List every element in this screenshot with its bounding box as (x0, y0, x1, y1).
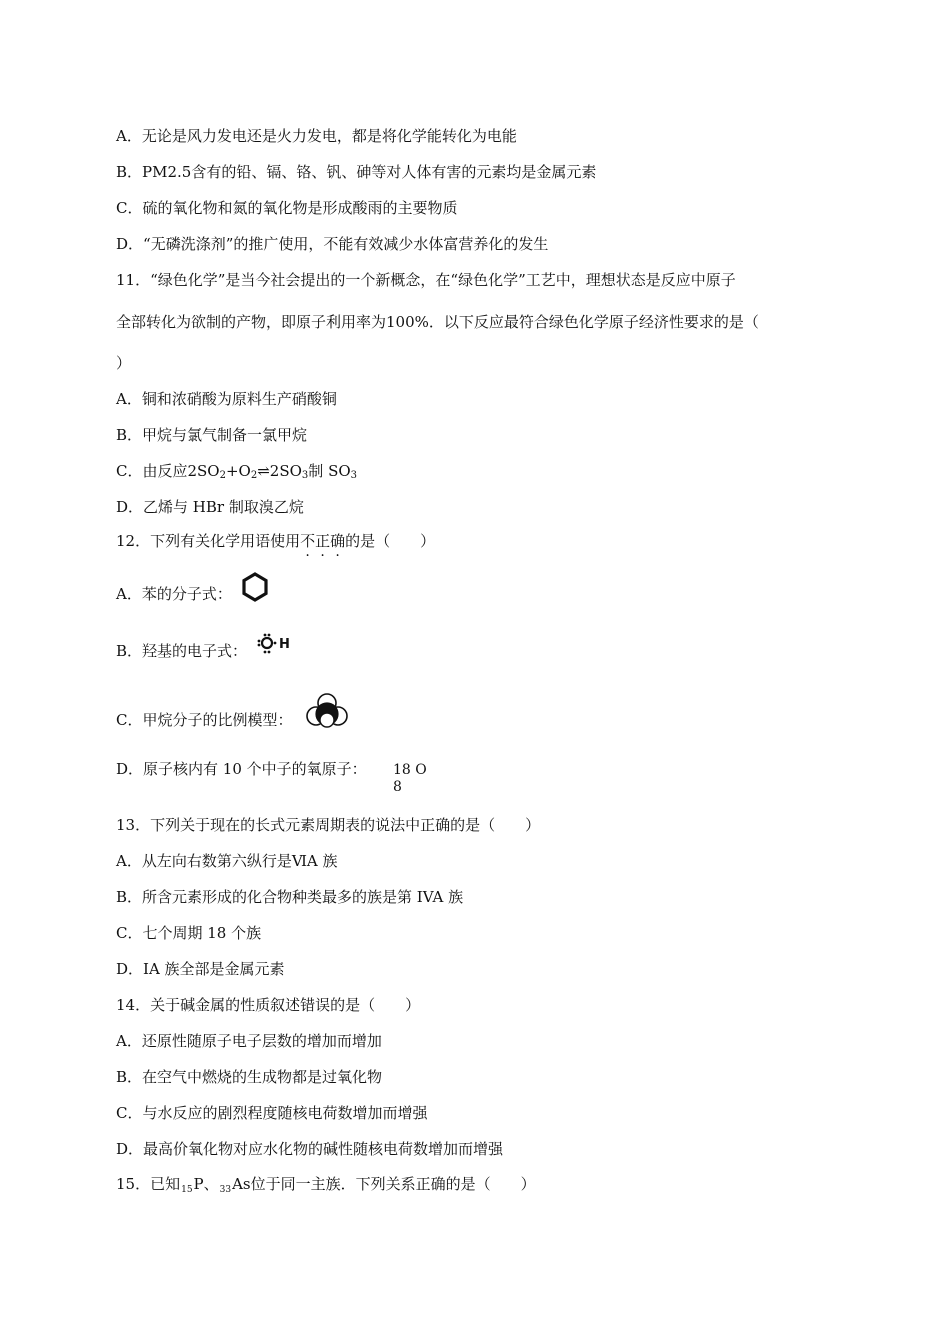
q14-stem: 14．关于碱金属的性质叙述错误的是（ ） (116, 996, 421, 1014)
q14-option-d: D．最高价氧化物对应水化物的碱性随核电荷数增加而增强 (116, 1140, 504, 1158)
benzene-ring-figure (240, 571, 270, 603)
q11-stem-line2: 全部转化为欲制的产物，即原子利用率为100%．以下反应最符合绿色化学原子经济性要求的是（ (116, 313, 759, 331)
q11-option-b: B．甲烷与氯气制备一氯甲烷 (116, 426, 308, 444)
oxygen-isotope-notation (393, 762, 427, 796)
methane-space-filling-model (305, 691, 349, 729)
q12-stem-text: 12．下列有关化学用语使用 (116, 532, 301, 550)
hydroxyl-h-label: H (279, 637, 290, 652)
eq-part: 制 SO (308, 462, 351, 480)
q13-option-a: A．从左向右数第六纵行是ⅥA 族 (116, 852, 338, 870)
q11-option-d: D．乙烯与 HBr 制取溴乙烷 (116, 498, 304, 516)
q14-option-a: A．还原性随原子电子层数的增加而增加 (116, 1032, 382, 1050)
q12-option-b: B．羟基的电子式： (116, 642, 248, 660)
emphasis-char: 不 (300, 532, 316, 550)
reaction-equation (187, 462, 357, 480)
q14-option-c: C．与水反应的剧烈程度随核电荷数增加而增强 (116, 1104, 428, 1122)
eq-subscript: 3 (350, 470, 358, 481)
eq-part: ⇌2SO (257, 462, 302, 480)
phosphorus-atomic-number: 15 (181, 1185, 193, 1195)
q12-option-d: D．原子核内有 10 个中子的氧原子： (116, 760, 367, 778)
emphasis-char: 确 (330, 532, 346, 550)
q12-option-a: A．苯的分子式： (116, 585, 232, 603)
hydroxyl-electron-formula (254, 631, 294, 661)
atomic-number: 8 (393, 779, 402, 795)
eq-part: 2SO (187, 462, 220, 480)
mass-number: 18 (393, 762, 411, 778)
q11-option-a: A．铜和浓硝酸为原料生产硝酸铜 (116, 390, 337, 408)
q11-stem-line3: ） (116, 354, 132, 372)
emphasis-char: 正 (315, 532, 331, 550)
q13-option-d: D．ⅠA 族全部是金属元素 (116, 960, 285, 978)
arsenic-symbol: As (232, 1175, 251, 1193)
q13-option-b: B．所含元素形成的化合物种类最多的族是第 IVA 族 (116, 888, 464, 906)
element-symbol: O (415, 762, 427, 778)
q11-option-c-prefix: C．由反应 (116, 462, 188, 480)
eq-subscript: 2 (250, 470, 258, 481)
q10-option-b: B．PM2.5含有的铅、镉、铬、钒、砷等对人体有害的元素均是金属元素 (116, 163, 597, 181)
q15-suffix: 位于同一主族．下列关系正确的是（ ） (250, 1175, 536, 1193)
q13-stem: 13．下列关于现在的长式元素周期表的说法中正确的是（ ） (116, 816, 541, 834)
q14-option-b: B．在空气中燃烧的生成物都是过氧化物 (116, 1068, 383, 1086)
isotope-mass-and-symbol (393, 762, 427, 779)
q10-option-d: D．“无磷洗涤剂”的推广使用，不能有效减少水体富营养化的发生 (116, 235, 549, 253)
q15-stem (116, 1174, 536, 1200)
q10-option-a: A．无论是风力发电还是火力发电，都是将化学能转化为电能 (116, 127, 517, 145)
eq-subscript: 3 (301, 470, 309, 481)
arsenic-atomic-number: 33 (219, 1185, 232, 1195)
q11-option-c (116, 461, 357, 486)
eq-subscript: 2 (219, 470, 226, 481)
q13-option-c: C．七个周期 18 个族 (116, 924, 262, 942)
q12-stem (116, 531, 435, 551)
q12-option-c: C．甲烷分子的比例模型： (116, 711, 293, 729)
q11-stem-line1: 11．“绿色化学”是当今社会提出的一个新概念，在“绿色化学”工艺中，理想状态是反应中原子 (116, 271, 736, 289)
q12-stem-text: 的是（ ） (345, 532, 436, 550)
eq-part: +O (225, 462, 251, 480)
phosphorus-symbol: P、 (193, 1175, 219, 1193)
q15-prefix: 15．已知 (116, 1175, 181, 1193)
q10-option-c: C．硫的氧化物和氮的氧化物是形成酸雨的主要物质 (116, 199, 458, 217)
